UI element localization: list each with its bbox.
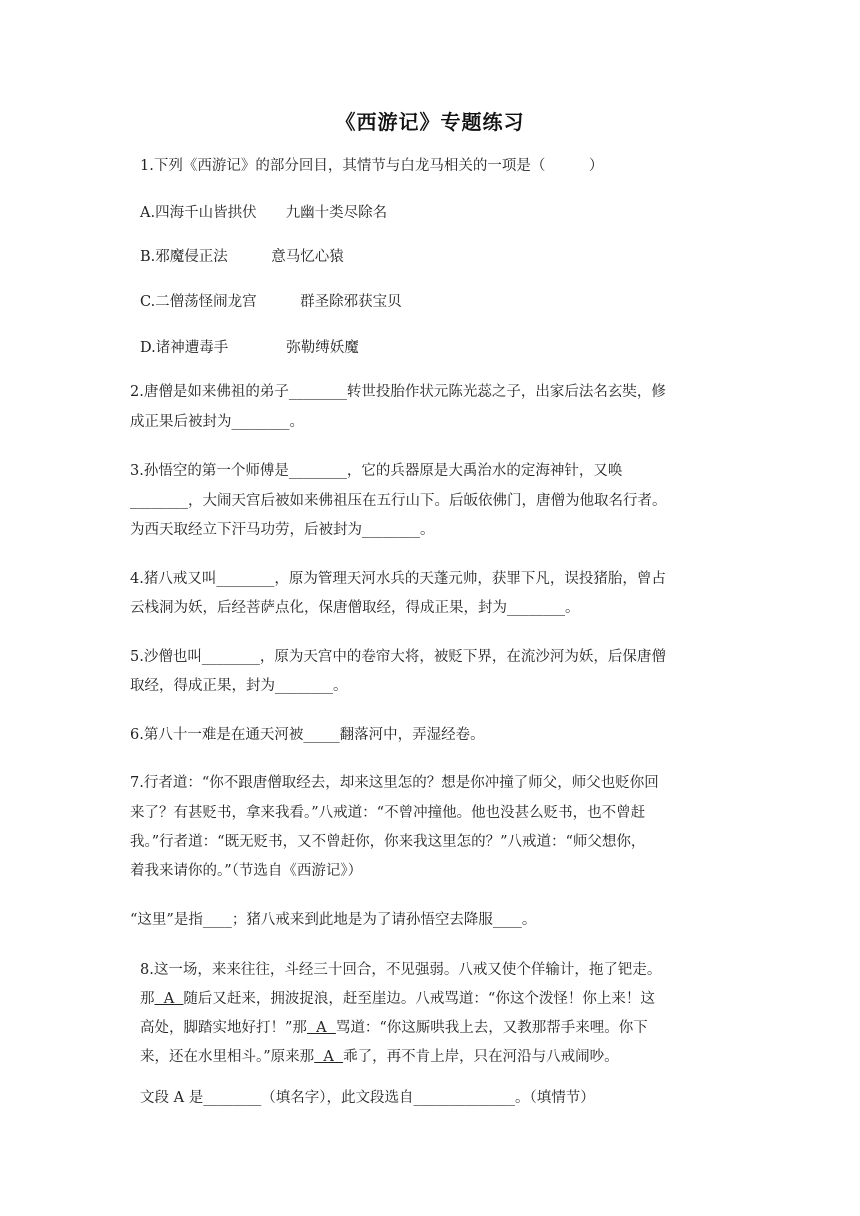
q1-option-c: C.二僧荡怪闹龙宫 群圣除邪获宝贝: [140, 294, 402, 310]
q3-line-2: ________，大闹天宫后被如来佛祖压在五行山下。后皈依佛门，唐僧为他取名行者。: [130, 493, 667, 509]
q8-line-1: 8.这一场，来来往往，斗经三十回合，不见强弱。八戒又使个佯输计，拖了钯走。: [140, 962, 662, 978]
q4-line-2: 云栈洞为妖，后经菩萨点化，保唐僧取经，得成正果，封为________。: [130, 600, 580, 616]
q1-option-a: A.四海千山皆拱伏 九幽十类尽除名: [140, 205, 388, 221]
blank-mark-a: A: [154, 991, 184, 1007]
q1-option-d: D.诸神遭毒手 弥勒缚妖魔: [140, 340, 359, 356]
blank-mark-a: A: [314, 1049, 344, 1065]
q1-stem: 1.下列《西游记》的部分回目，其情节与白龙马相关的一项是（ ）: [140, 158, 604, 174]
document-title: 《西游记》专题练习: [335, 110, 525, 134]
q1-option-b: B.邪魔侵正法 意马忆心猿: [140, 249, 344, 265]
q8-question: 文段 A 是________（填名字），此文段选自______________。（填情节）: [140, 1090, 595, 1106]
blank-mark-a: A: [306, 1020, 336, 1036]
q6-line: 6.第八十一难是在通天河被_____翻落河中，弄湿经卷。: [130, 727, 485, 743]
q8-line-3: 高处，脚踏实地好打！”那 A 骂道：“你这厮哄我上去，又教那帮手来哩。你下: [140, 1020, 648, 1036]
q8-line-4: 来，还在水里相斗。”原来那 A 乖了，再不肯上岸，只在河沿与八戒闹吵。: [140, 1049, 619, 1065]
q7-line-1: 7.行者道：“你不跟唐僧取经去，却来这里怎的？想是你冲撞了师父，师父也贬你回: [130, 775, 659, 791]
q7-line-2: 来了？有甚贬书，拿来我看。”八戒道：“不曾冲撞他。他也没甚么贬书，也不曾赶: [130, 805, 646, 821]
q3-line-3: 为西天取经立下汗马功劳，后被封为________。: [130, 522, 435, 538]
q7-question: “这里”是指____；猪八戒来到此地是为了请孙悟空去降服____。: [130, 912, 537, 928]
q7-line-3: 我。”行者道：“既无贬书，又不曾赶你，你来我这里怎的？”八戒道：“师父想你，: [130, 834, 646, 850]
q5-line-1: 5.沙僧也叫________，原为天宫中的卷帘大将，被贬下界，在流沙河为妖，后保唐僧: [130, 649, 666, 665]
q4-line-1: 4.猪八戒又叫________，原为管理天河水兵的天蓬元帅，获罪下凡，误投猪胎，曾占: [130, 571, 666, 587]
q3-line-1: 3.孙悟空的第一个师傅是________，它的兵器原是大禹治水的定海神针，又唤: [130, 463, 623, 479]
q2-line-1: 2.唐僧是如来佛祖的弟子________转世投胎作状元陈光蕊之子，出家后法名玄奘，修: [130, 384, 666, 400]
q7-line-4: 着我来请你的。”（节选自《西游记》）: [130, 863, 363, 879]
q5-line-2: 取经，得成正果，封为________。: [130, 678, 348, 694]
q8-line-2: 那 A 随后又赶来，拥波捉浪，赶至崖边。八戒骂道：“你这个泼怪！你上来！这: [140, 991, 655, 1007]
q2-line-2: 成正果后被封为________。: [130, 414, 304, 430]
